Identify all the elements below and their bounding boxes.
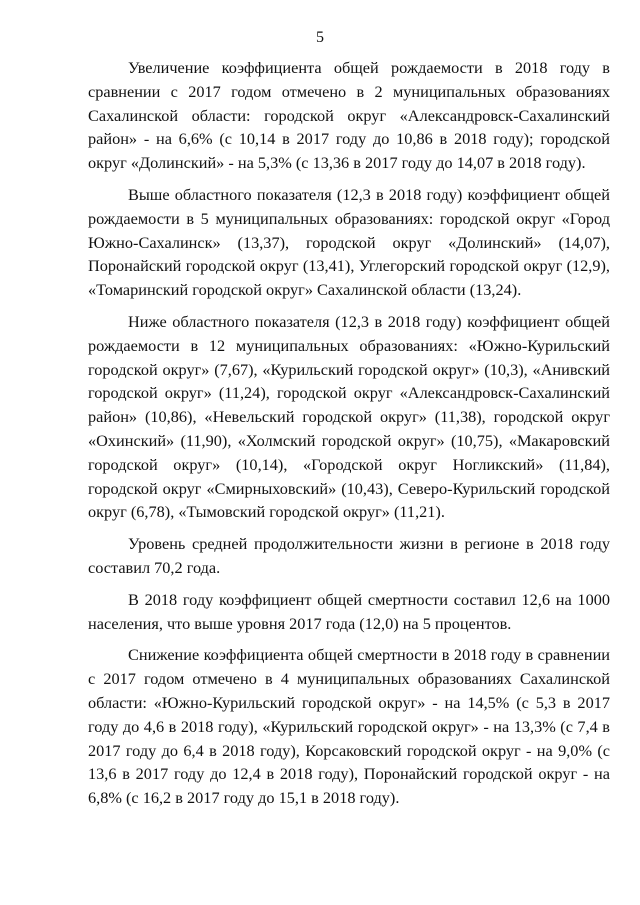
page-number: 5 — [316, 29, 324, 46]
paragraph-life-expectancy: Уровень средней продолжительности жизни в регионе в 2018 году составил 70,2 года. — [88, 534, 610, 577]
paragraph-birth-rate-increase: Увеличение коэффициента общей рождаемости в 2018 году в сравнении с 2017 годом отмечено в 2 муниципальных образованиях Сахалинской области: городской округ «Александровск-Сахалинский район» - на 6,6% (с 10,14 в 2017 году до 10,86 в 2018 году); городской округ «Долинский» - на 5,3% (с 13,36 в 2017 году до 14,07 в 2018 году). — [88, 58, 610, 173]
paragraph-mortality-rate: В 2018 году коэффициент общей смертности составил 12,6 на 1000 населения, что выше уровня 2017 года (12,0) на 5 процентов. — [88, 589, 610, 633]
paragraph-above-regional: Выше областного показателя (12,3 в 2018 году) коэффициент общей рождаемости в 5 муниципальных образованиях: городской округ «Город Южно-Сахалинск» (13,37), городской округ «Долинский» (14,07), Поронайский городской округ (13,41), Углегорский городской округ (12,9), «Томаринский городской округ» Сахалинской области (13,24). — [88, 184, 610, 300]
paragraph-mortality-decrease: Снижение коэффициента общей смертности в 2018 году в сравнении с 2017 годом отмечено в 4 муниципальных образованиях Сахалинской области: «Южно-Курильский городской округ» - на 14,5% (с 5,3 в 2017 году до 4,6 в 2018 году), «Курильский городской округ» - на 13,3% (с 7,4 в 2017 году до 6,4 в 2018 году), Корсаковский городской округ - на 9,0% (с 13,6 в 2017 году до 12,4 в 2018 году), Поронайский городской округ - на 6,8% (с 16,2 в 2017 году до 15,1 в 2018 году). — [88, 645, 610, 808]
paragraph-below-regional: Ниже областного показателя (12,3 в 2018 году) коэффициент общей рождаемости в 12 муниципальных образованиях: «Южно-Курильский городской округ» (7,67), «Курильский городской округ» (10,3), «Анивский городской округ» (11,24), городской округ «Александровск-Сахалинский район» (10,86), «Невельский городской округ» (11,38), городской округ «Охинский» (11,90), «Холмский городской округ» (10,75), «Макаровский городской округ» (10,14), «Городской округ Ногликский» (11,84), городской округ «Смирныховский» (10,43), Северо-Курильский городской округ (6,78), «Тымовский городской округ» (11,21). — [88, 311, 610, 522]
document-body — [88, 56, 610, 818]
